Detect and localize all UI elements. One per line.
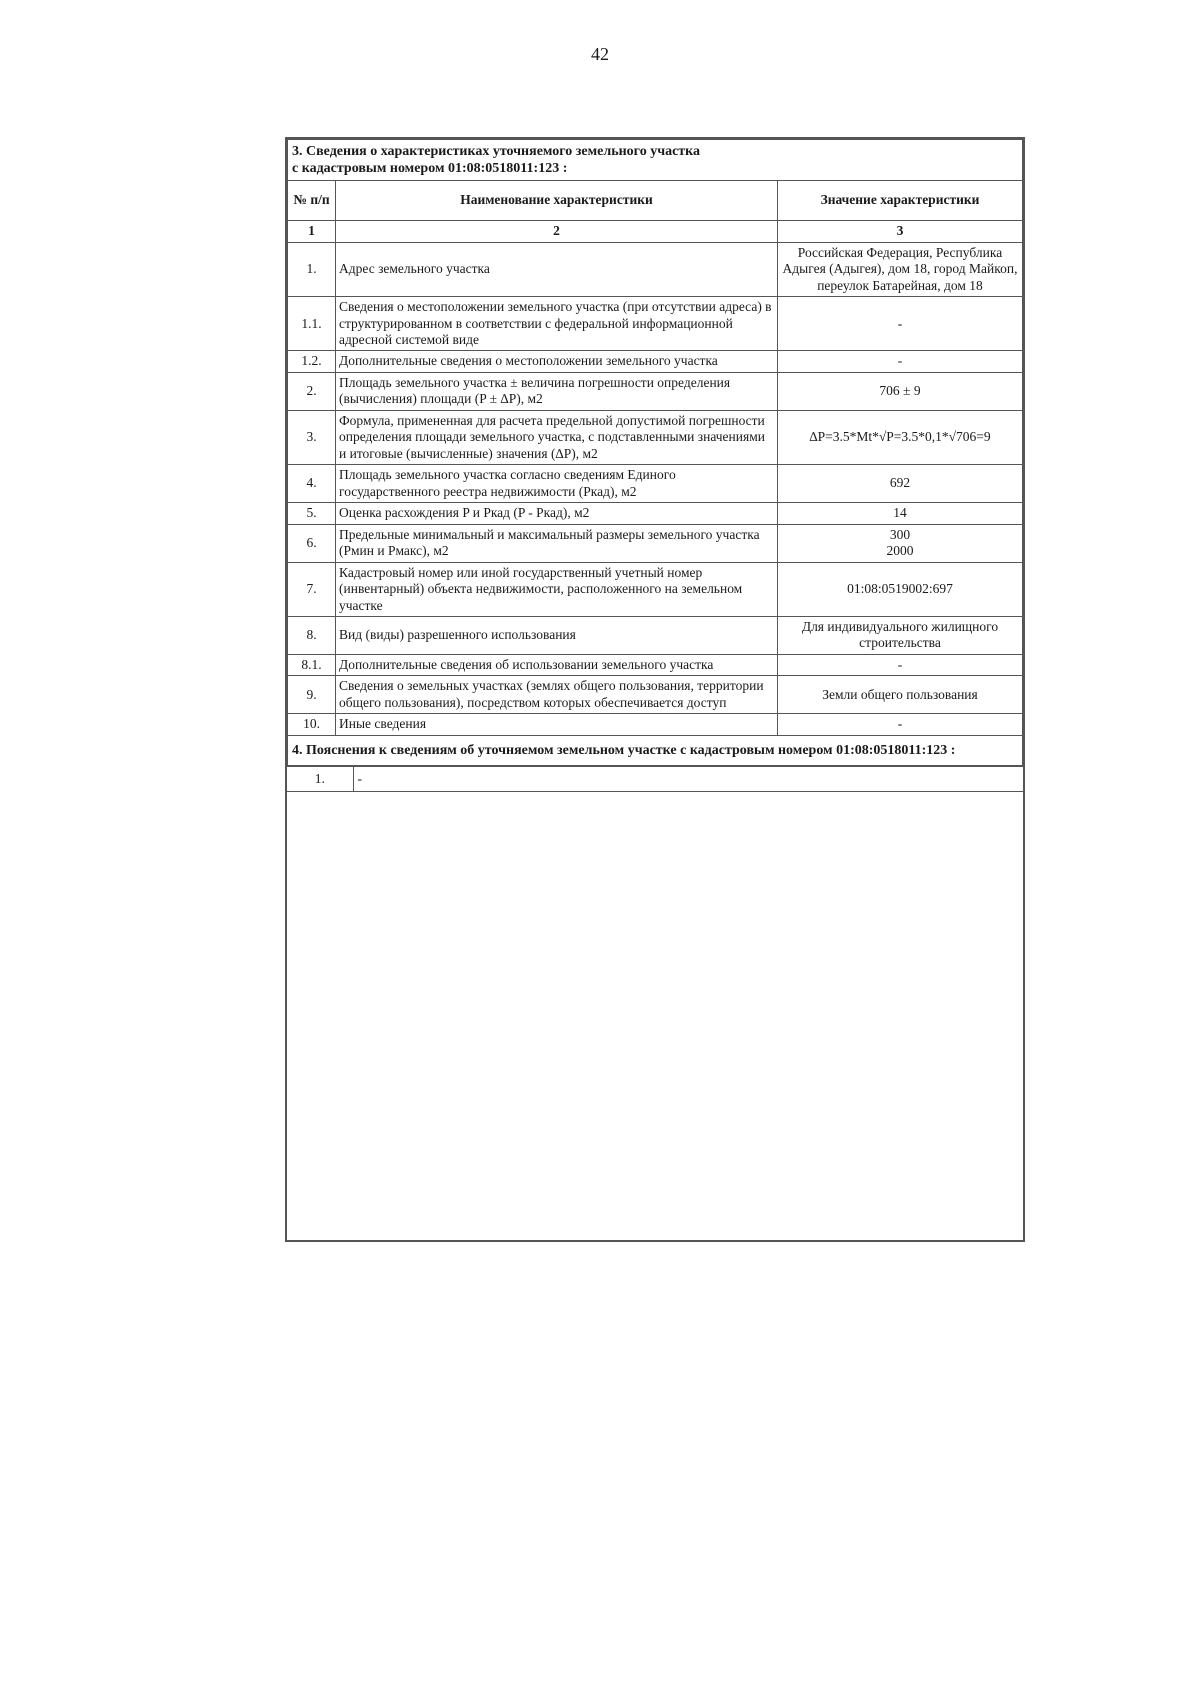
row-characteristic-name: Иные сведения: [336, 714, 778, 735]
row-characteristic-name: Предельные минимальный и максимальный размеры земельного участка (Pмин и Pмакс), м2: [336, 524, 778, 562]
table-row: [288, 297, 1023, 351]
explanations-rows: [287, 766, 1023, 791]
row-characteristic-value: 14: [778, 503, 1023, 524]
header-row: [288, 181, 1023, 221]
header-value: Значение характеристики: [778, 181, 1023, 221]
row-number: 2.: [288, 372, 336, 410]
row-characteristic-name: Площадь земельного участка согласно сведениям Единого государственного реестра недвижимости (Pкад), м2: [336, 465, 778, 503]
row-characteristic-value: 300 2000: [778, 524, 1023, 562]
row-characteristic-name: Оценка расхождения P и Pкад (P - Pкад), м2: [336, 503, 778, 524]
row-characteristic-value: 01:08:0519002:697: [778, 562, 1023, 616]
row-characteristic-name: Сведения о земельных участках (землях общего пользования, территории общего пользования), посредством которых обеспечивается доступ: [336, 676, 778, 714]
column-numbers-row: [288, 221, 1023, 242]
row-number: 4.: [288, 465, 336, 503]
column-number: 1: [288, 221, 336, 242]
explanation-text: -: [353, 766, 1023, 791]
table-row: [288, 503, 1023, 524]
row-characteristic-name: Кадастровый номер или иной государственный учетный номер (инвентарный) объекта недвижимости, расположенного на земельном участке: [336, 562, 778, 616]
row-characteristic-value: 706 ± 9: [778, 372, 1023, 410]
explanation-number: 1.: [287, 766, 353, 791]
document-frame: [285, 137, 1025, 1242]
row-characteristic-name: Дополнительные сведения об использовании земельного участка: [336, 654, 778, 675]
row-number: 1.2.: [288, 351, 336, 372]
row-characteristic-name: Вид (виды) разрешенного использования: [336, 617, 778, 655]
row-characteristic-value: -: [778, 351, 1023, 372]
column-number: 3: [778, 221, 1023, 242]
row-number: 3.: [288, 410, 336, 464]
table-row: [288, 714, 1023, 735]
table-row: [288, 242, 1023, 296]
explanation-row: [287, 766, 1023, 791]
table-row: [288, 562, 1023, 616]
table-row: [288, 465, 1023, 503]
row-characteristic-value: ∆P=3.5*Mt*√P=3.5*0,1*√706=9: [778, 410, 1023, 464]
row-number: 5.: [288, 503, 336, 524]
header-name: Наименование характеристики: [336, 181, 778, 221]
row-number: 1.1.: [288, 297, 336, 351]
table-row: [288, 351, 1023, 372]
page-number: 42: [591, 44, 609, 64]
row-number: 8.: [288, 617, 336, 655]
table-row: [288, 410, 1023, 464]
table-row: [288, 654, 1023, 675]
row-characteristic-name: Формула, примененная для расчета предельной допустимой погрешности определения площади земельного участка, с подставленными значениями и итоговые (вычисленные) значения (∆P), м2: [336, 410, 778, 464]
characteristics-rows: [288, 242, 1023, 735]
row-characteristic-value: Российская Федерация, Республика Адыгея (Адыгея), дом 18, город Майкоп, переулок Батарейная, дом 18: [778, 242, 1023, 296]
section3-title-line2: с кадастровым номером 01:08:0518011:123 :: [292, 161, 568, 177]
section3-title: [288, 140, 1023, 181]
column-number: 2: [336, 221, 778, 242]
row-characteristic-value: -: [778, 297, 1023, 351]
section4-title: 4. Пояснения к сведениям об уточняемом земельном участке с кадастровым номером 01:08:0518011:123 :: [288, 735, 1023, 765]
row-number: 1.: [288, 242, 336, 296]
row-characteristic-name: Сведения о местоположении земельного участка (при отсутствии адреса) в структурированном в соответствии с федеральной информационной адресной системой виде: [336, 297, 778, 351]
explanations-table: [287, 766, 1023, 792]
row-characteristic-value: -: [778, 714, 1023, 735]
table-row: [288, 617, 1023, 655]
header-num: № п/п: [288, 181, 336, 221]
row-characteristic-name: Площадь земельного участка ± величина погрешности определения (вычисления) площади (P ± ∆P), м2: [336, 372, 778, 410]
characteristics-table: [287, 139, 1023, 766]
row-number: 7.: [288, 562, 336, 616]
table-row: [288, 676, 1023, 714]
table-row: [288, 372, 1023, 410]
row-characteristic-value: Земли общего пользования: [778, 676, 1023, 714]
row-characteristic-name: Дополнительные сведения о местоположении земельного участка: [336, 351, 778, 372]
row-number: 9.: [288, 676, 336, 714]
row-characteristic-name: Адрес земельного участка: [336, 242, 778, 296]
row-characteristic-value: -: [778, 654, 1023, 675]
row-characteristic-value: 692: [778, 465, 1023, 503]
row-number: 10.: [288, 714, 336, 735]
row-number: 8.1.: [288, 654, 336, 675]
row-characteristic-value: Для индивидуального жилищного строительства: [778, 617, 1023, 655]
row-number: 6.: [288, 524, 336, 562]
table-row: [288, 524, 1023, 562]
section3-title-line1: 3. Сведения о характеристиках уточняемого земельного участка: [292, 144, 701, 159]
